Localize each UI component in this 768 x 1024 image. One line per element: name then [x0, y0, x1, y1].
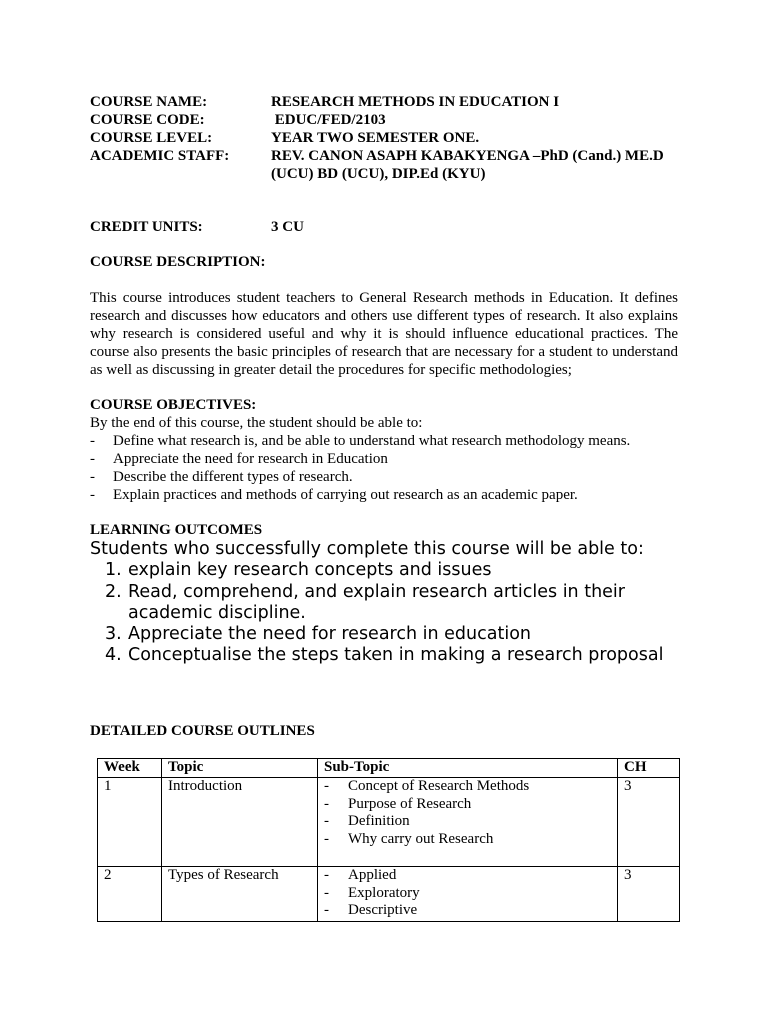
- subtopic-text: Exploratory: [348, 884, 420, 901]
- subtopic-text: Definition: [348, 813, 410, 830]
- course-objectives-intro: By the end of this course, the student should be able to:: [90, 415, 423, 431]
- list-item: [90, 432, 678, 450]
- course-info: [90, 93, 664, 183]
- dash-bullet: -: [324, 813, 329, 830]
- paragraph-line: research and discusses how educators and others use different types of research. It also explains: [90, 308, 678, 324]
- list-item: [90, 624, 680, 645]
- objective-text: Explain practices and methods of carrying out research as an academic paper.: [113, 487, 578, 503]
- list-item: [324, 867, 611, 885]
- course-level-row: [90, 129, 664, 147]
- academic-staff-value-line: REV. CANON ASAPH KABAKYENGA –PhD (Cand.) ME.D: [271, 148, 664, 164]
- subtopic-text: Descriptive: [348, 902, 418, 919]
- course-name-row: [90, 93, 664, 111]
- learning-outcomes-intro: Students who successfully complete this course will be able to:: [90, 539, 644, 559]
- table-row: [98, 778, 680, 867]
- list-item: [324, 796, 611, 814]
- dash-bullet: -: [324, 831, 329, 848]
- course-code-row: [90, 111, 664, 129]
- list-number: 2.: [105, 581, 122, 602]
- list-item: [90, 486, 678, 504]
- table-header-row: [98, 759, 680, 778]
- list-item: [90, 560, 680, 581]
- column-header-topic: Topic: [162, 759, 318, 778]
- dash-bullet: -: [90, 451, 95, 467]
- objective-text: Describe the different types of research.: [113, 469, 353, 485]
- course-code-value: EDUC/FED/2103: [271, 112, 386, 128]
- course-level-label: COURSE LEVEL:: [90, 130, 213, 146]
- list-item: [324, 778, 611, 796]
- course-name-value: RESEARCH METHODS IN EDUCATION I: [271, 94, 560, 110]
- course-name-label: COURSE NAME:: [90, 94, 208, 110]
- table-row: [98, 867, 680, 922]
- column-header-week: Week: [98, 759, 162, 778]
- paragraph-line: course also presents the basic principles of research that are necessary for a student to understand: [90, 344, 678, 360]
- outcome-text: [128, 582, 625, 625]
- list-item: [90, 582, 680, 625]
- course-level-value: YEAR TWO SEMESTER ONE.: [271, 130, 480, 146]
- dash-bullet: -: [90, 469, 95, 485]
- dash-bullet: -: [90, 487, 95, 503]
- week-cell: 1: [98, 778, 162, 867]
- list-item: [90, 450, 678, 468]
- subtopic-cell: [318, 778, 618, 867]
- outcome-line: Appreciate the need for research in education: [128, 624, 531, 644]
- subtopic-cell: [318, 867, 618, 922]
- ch-cell: 3: [618, 778, 680, 867]
- course-outline-heading: DETAILED COURSE OUTLINES: [90, 723, 315, 739]
- list-item: [324, 902, 611, 920]
- outcome-line: Conceptualise the steps taken in making a research proposal: [128, 645, 664, 666]
- course-code-label: COURSE CODE:: [90, 112, 205, 128]
- objective-text: Appreciate the need for research in Education: [113, 451, 388, 467]
- week-cell: 2: [98, 867, 162, 922]
- course-outline-table: [97, 758, 680, 922]
- outcome-line: Read, comprehend, and explain research articles in their: [128, 581, 625, 602]
- list-item: [324, 831, 611, 849]
- learning-outcomes-heading: LEARNING OUTCOMES: [90, 522, 263, 538]
- dash-bullet: -: [324, 778, 329, 794]
- paragraph-line: why research is considered useful and why it is should influence educational practices. The: [90, 326, 678, 342]
- course-objectives-heading: COURSE OBJECTIVES:: [90, 397, 257, 413]
- column-header-ch: CH: [618, 759, 680, 778]
- subtopic-text: Concept of Research Methods: [348, 778, 530, 794]
- topic-cell: Types of Research: [162, 867, 318, 922]
- paragraph-line: as well as discussing in greater detail the procedures for specific methodologies;: [90, 362, 572, 378]
- course-objectives: [90, 396, 678, 504]
- list-number: 1.: [105, 560, 122, 581]
- learning-outcomes: [90, 539, 680, 667]
- dash-bullet: -: [324, 902, 329, 919]
- list-item: [324, 885, 611, 903]
- subtopic-text: Purpose of Research: [348, 795, 472, 812]
- course-description-heading: COURSE DESCRIPTION:: [90, 254, 266, 270]
- subtopic-text: Applied: [348, 867, 397, 883]
- outcome-text: [128, 560, 492, 581]
- academic-staff-value-line: (UCU) BD (UCU), DIP.Ed (KYU): [271, 166, 486, 182]
- dash-bullet: -: [324, 867, 329, 883]
- academic-staff-row: [90, 147, 664, 165]
- list-item: [324, 813, 611, 831]
- subtopic-text: Why carry out Research: [348, 831, 494, 848]
- objective-text: Define what research is, and be able to understand what research methodology means.: [113, 433, 631, 449]
- ch-cell: 3: [618, 867, 680, 922]
- outcome-line: explain key research concepts and issues: [128, 560, 492, 581]
- dash-bullet: -: [90, 433, 95, 449]
- dash-bullet: -: [324, 884, 329, 901]
- topic-cell: Introduction: [162, 778, 318, 867]
- column-header-subtopic: Sub-Topic: [318, 759, 618, 778]
- outcome-text: [128, 624, 531, 645]
- credit-units-label: CREDIT UNITS:: [90, 219, 203, 235]
- paragraph-line: This course introduces student teachers to General Research methods in Education. It defines: [90, 290, 678, 306]
- credit-units-value: 3 CU: [271, 219, 304, 235]
- list-item: [90, 645, 680, 666]
- dash-bullet: -: [324, 795, 329, 812]
- outcome-line: academic discipline.: [128, 602, 306, 623]
- list-item: [90, 468, 678, 486]
- outcome-text: [128, 645, 663, 666]
- list-number: 4.: [105, 645, 122, 666]
- credit-units-row: [90, 218, 304, 236]
- list-number: 3.: [105, 624, 122, 644]
- course-description-paragraph: [90, 289, 678, 379]
- academic-staff-label: ACADEMIC STAFF:: [90, 148, 230, 164]
